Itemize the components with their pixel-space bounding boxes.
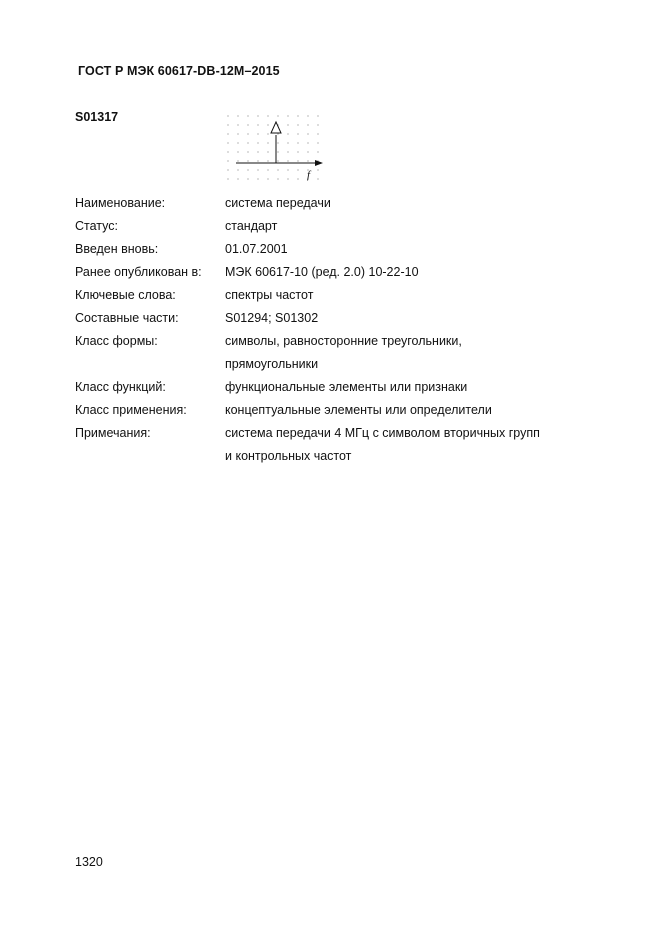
grid-dot — [277, 178, 278, 179]
grid-dot — [297, 142, 298, 143]
grid-dot — [237, 169, 238, 170]
property-row — [75, 284, 595, 307]
grid-dot — [317, 169, 318, 170]
grid-dot — [247, 115, 248, 116]
symbol-code: S01317 — [75, 110, 119, 124]
grid-dots — [227, 115, 318, 179]
grid-dot — [297, 115, 298, 116]
grid-dot — [257, 151, 258, 152]
grid-dot — [287, 115, 288, 116]
grid-dot — [237, 133, 238, 134]
symbol-figure — [222, 108, 332, 188]
grid-dot — [287, 169, 288, 170]
property-value: символы, равносторонние треугольники, прямоугольники — [225, 334, 462, 371]
grid-dot — [277, 151, 278, 152]
grid-dot — [237, 178, 238, 179]
property-row — [75, 307, 595, 330]
grid-dot — [237, 124, 238, 125]
grid-dot — [277, 142, 278, 143]
property-label: Ключевые слова: — [75, 288, 176, 302]
property-value: концептуальные элементы или определители — [225, 403, 492, 417]
grid-dot — [257, 124, 258, 125]
grid-dot — [247, 124, 248, 125]
grid-dot — [267, 178, 268, 179]
grid-dot — [257, 133, 258, 134]
property-label: Введен вновь: — [75, 242, 159, 256]
grid-dot — [237, 151, 238, 152]
grid-dot — [247, 151, 248, 152]
grid-dot — [297, 169, 298, 170]
grid-dot — [307, 133, 308, 134]
grid-dot — [297, 178, 298, 179]
grid-dot — [317, 133, 318, 134]
grid-dot — [257, 160, 258, 161]
grid-dot — [297, 151, 298, 152]
grid-dot — [227, 169, 228, 170]
grid-dot — [277, 115, 278, 116]
grid-dot — [267, 133, 268, 134]
grid-dot — [307, 115, 308, 116]
property-row — [75, 376, 595, 399]
grid-dot — [297, 124, 298, 125]
grid-dot — [237, 142, 238, 143]
grid-dot — [227, 124, 228, 125]
grid-dot — [307, 151, 308, 152]
grid-dot — [277, 133, 278, 134]
grid-dot — [237, 160, 238, 161]
grid-dot — [267, 142, 268, 143]
grid-dot — [307, 124, 308, 125]
property-row — [75, 261, 595, 284]
grid-dot — [227, 142, 228, 143]
property-row — [75, 238, 595, 261]
grid-dot — [257, 178, 258, 179]
triangle-arrow-icon — [271, 122, 281, 133]
grid-dot — [227, 115, 228, 116]
grid-dot — [227, 151, 228, 152]
grid-dot — [227, 133, 228, 134]
grid-dot — [287, 133, 288, 134]
grid-dot — [317, 178, 318, 179]
grid-dot — [227, 178, 228, 179]
grid-dot — [267, 115, 268, 116]
grid-dot — [267, 160, 268, 161]
grid-dot — [317, 142, 318, 143]
axis-label: f — [307, 169, 311, 181]
page-number: 1320 — [75, 855, 103, 869]
property-value: спектры частот — [225, 288, 314, 302]
property-value: функциональные элементы или признаки — [225, 380, 468, 394]
grid-dot — [257, 115, 258, 116]
grid-dot — [277, 160, 278, 161]
property-row — [75, 192, 595, 215]
property-value: МЭК 60617-10 (ред. 2.0) 10-22-10 — [225, 265, 419, 279]
property-value: 01.07.2001 — [225, 242, 288, 256]
grid-dot — [267, 169, 268, 170]
property-value: система передачи — [225, 196, 331, 210]
grid-dot — [227, 160, 228, 161]
property-row — [75, 215, 595, 238]
grid-dot — [317, 124, 318, 125]
grid-dot — [297, 133, 298, 134]
property-label: Класс применения: — [75, 403, 187, 417]
property-value: стандарт — [225, 219, 278, 233]
property-row — [75, 422, 595, 468]
property-label: Класс формы: — [75, 334, 158, 348]
property-row — [75, 399, 595, 422]
grid-dot — [237, 115, 238, 116]
property-row — [75, 330, 595, 376]
grid-dot — [317, 151, 318, 152]
grid-dot — [287, 160, 288, 161]
grid-dot — [257, 169, 258, 170]
property-label: Статус: — [75, 219, 118, 233]
grid-dot — [247, 178, 248, 179]
property-label: Наименование: — [75, 196, 166, 210]
grid-dot — [317, 115, 318, 116]
grid-dot — [277, 169, 278, 170]
grid-dot — [267, 124, 268, 125]
grid-dot — [287, 151, 288, 152]
grid-dot — [297, 160, 298, 161]
grid-dot — [287, 124, 288, 125]
properties-list — [75, 192, 595, 468]
grid-dot — [267, 151, 268, 152]
axis-arrow-icon — [315, 160, 323, 166]
grid-dot — [257, 142, 258, 143]
grid-dot — [247, 142, 248, 143]
property-value: S01294; S01302 — [225, 311, 319, 325]
grid-dot — [287, 178, 288, 179]
grid-dot — [247, 169, 248, 170]
grid-dot — [287, 142, 288, 143]
property-label: Ранее опубликован в: — [75, 265, 202, 279]
grid-dot — [307, 142, 308, 143]
property-label: Класс функций: — [75, 380, 166, 394]
property-label: Составные части: — [75, 311, 179, 325]
grid-dot — [307, 160, 308, 161]
property-value: система передачи 4 МГц с символом вторичных групп и контрольных частот — [225, 426, 540, 463]
document-header: ГОСТ Р МЭК 60617-DB-12M–2015 — [78, 64, 280, 78]
grid-dot — [247, 160, 248, 161]
property-label: Примечания: — [75, 426, 151, 440]
grid-dot — [247, 133, 248, 134]
